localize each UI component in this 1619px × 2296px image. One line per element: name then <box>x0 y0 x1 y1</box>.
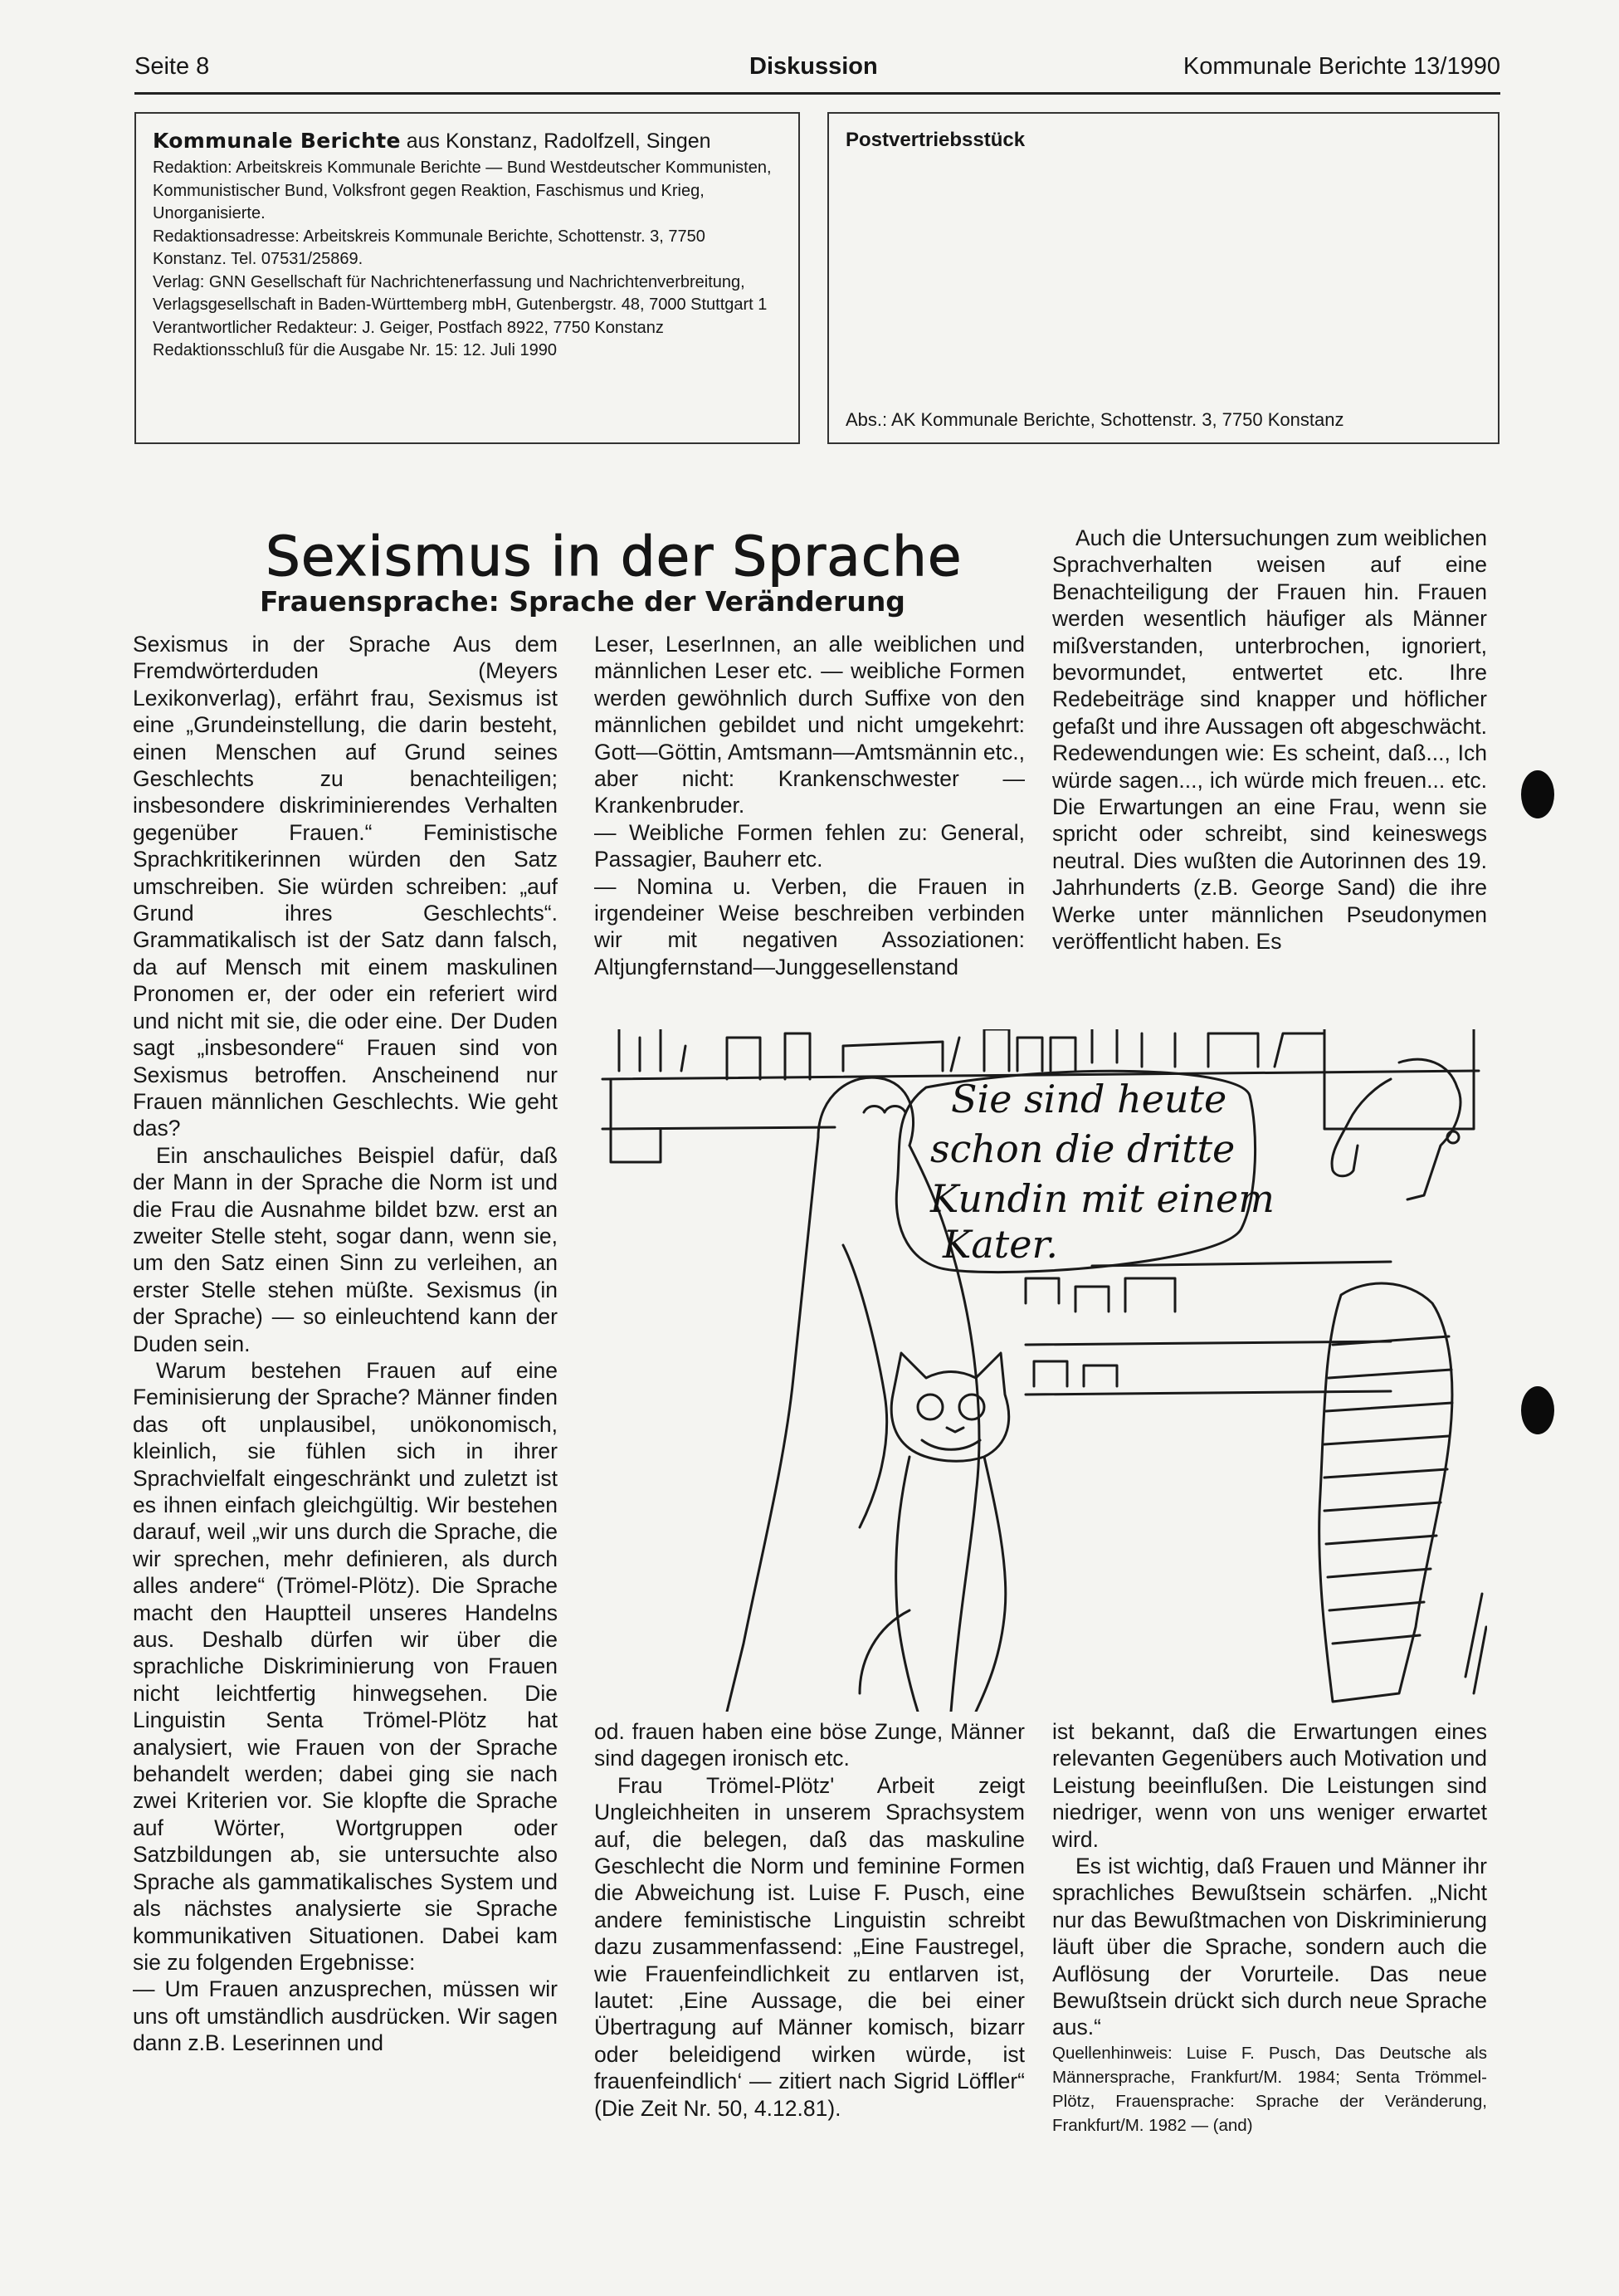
paragraph: Leser, LeserInnen, an alle weiblichen und männlichen Leser etc. — weibliche Formen werden gewöhnlich durch Suffixe von den männlichen gebildet und nicht umgekehrt: Gott—Göttin, Amtsmann—Amtsmännin etc., aber nicht: Krankenschwester —Krankenbruder. <box>594 632 1025 818</box>
man-coat-back <box>727 1137 818 1712</box>
imprint-title-bold: Kommunale Berichte <box>153 129 401 153</box>
paragraph: Frau Trömel-Plötz' Arbeit zeigt Ungleichheiten in unserem Sprachsystem auf, die belegen, daß das maskuline Geschlecht die Norm und feminine Formen die Abweichung ist. Luise F. Pusch, eine andere feministische Linguistin schreibt dazu zusammenfassend: „Eine Faustregel, wie Frauenfeindlichkeit zu entlarven ist, lautet: ‚Eine Aussage, die bei einer Übertragung auf Männer komisch, bizarr oder beleidigend wirken würde, ist frauenfeindlich‘ — zitiert nach Sigrid Löffler“ (Die Zeit Nr. 50, 4.12.81). <box>594 1772 1025 2121</box>
article-column-2-bottom <box>594 1718 1025 2122</box>
article-column-1 <box>133 631 558 2057</box>
speech-line-4: Kater. <box>943 1222 1059 1267</box>
shelf-bottles <box>611 1029 685 1162</box>
paragraph: ist bekannt, daß die Erwartungen eines relevanten Gegenübers auch Motivation und Leistung beeinflußen. Die Leistungen sind niedriger, wenn von uns weniger erwartet wird. <box>1052 1719 1487 1852</box>
paragraph: Ein anschauliches Beispiel dafür, daß der Mann in der Sprache die Norm ist und die Frau die Ausnahme bildet bzw. erst an zweiter Stelle steht, sogar dann, wenn sie, um den Satz einen Sinn zu verleihen, an erster Stelle stehen müßte. Sexismus (in der Sprache) — so einleuchtend kann der Duden sein. <box>133 1142 558 1356</box>
cat-body <box>896 1457 1006 1712</box>
article-column-3-bottom <box>1052 1718 1487 2137</box>
shelf-boxes <box>1092 1029 1324 1067</box>
imprint-title-rest: aus Konstanz, Radolfzell, Singen <box>400 129 711 153</box>
sender-address: Abs.: AK Kommunale Berichte, Schottenstr. 3, 7750 Konstanz <box>846 409 1344 430</box>
imprint-publisher: Verlag: GNN Gesellschaft für Nachrichtenerfassung und Nachrichtenverbreitung, Verlagsgesellschaft in Baden-Württemberg mbH, Gutenbergstr. 48, 7000 Stuttgart 1 <box>153 272 768 314</box>
page-number: Seite 8 <box>134 53 210 80</box>
speech-line-1: Sie sind heute <box>951 1077 1227 1121</box>
paragraph: — Nomina u. Verben, die Frauen in irgendeiner Weise beschreiben verbinden wir mit negativen Assoziationen: Altjungfernstand—Junggesellenstand <box>594 873 1025 979</box>
issue-label: Kommunale Berichte 13/1990 <box>1183 53 1500 80</box>
source-reference: Quellenhinweis: Luise F. Pusch, Das Deutsche als Männersprache, Frankfurt/M. 1984; Senta Trömmel-Plötz, Frauensprache: Sprache der Veränderung, Frankfurt/M. 1982 — (and) <box>1052 2043 1487 2135</box>
paragraph: Es ist wichtig, daß Frauen und Männer ihr sprachliches Bewußtsein schärfen. „Nicht nur das Bewußtmachen von Diskriminierung läuft über die Sprache, sondern auch die Auflösung der Vorurteile. Das neue Bewußtsein drückt sich durch neue Sprache aus.“ <box>1052 1854 1487 2040</box>
speech-line-2: schon die dritte <box>930 1126 1236 1171</box>
header-rule <box>134 92 1500 95</box>
cat-head <box>891 1353 1008 1461</box>
punch-hole-mark <box>1521 770 1554 818</box>
woman-stripes <box>1324 1336 1452 1644</box>
section-title: Diskussion <box>749 53 878 80</box>
article-subheadline: Frauensprache: Sprache der Veränderung <box>260 585 905 618</box>
imprint-deadline: Redaktionsschluß für die Ausgabe Nr. 15: 12. Juli 1990 <box>153 341 557 359</box>
paragraph: Warum bestehen Frauen auf eine Feminisierung der Sprache? Männer finden das oft unplausibel, unökonomisch, kleinlich, sie fühlen sich in ihrer Sprachvielfalt eingeschränkt und zuletzt ist es ihnen einfach gleichgültig. Wir bestehen darauf, weil „wir uns durch die Sprache, die wir sprechen, mehr definieren, als durch alles andere“ (Trömel-Plötz). Die Sprache macht den Hauptteil unseres Handelns aus. Deshalb dürfen wir über die sprachliche Diskriminierung von Frauen nicht leichtfertig hinwegsehen. Die Linguistin Senta Trömel-Plötz hat analysiert, wie Frauen von der Sprache behandelt werden; dabei ging sie nach zwei Kriterien vor. Sie klopfte die Sprache auf Wörter, Wortgruppen oder Satzbildungen ab, sie untersuchte also Sprache als gammatikalisches System und als nächstes analysierte sie Sprache kommunikativen Situationen. Dabei kam sie zu folgenden Ergebnisse: <box>133 1357 558 1975</box>
postage-label: Postvertriebsstück <box>846 129 1026 151</box>
paragraph: Sexismus in der Sprache Aus dem Fremdwörterduden (Meyers Lexikonverlag), erfährt frau, Sexismus ist eine „Grundeinstellung, die darin besteht, einen Menschen auf Grund seines Geschlechts zu benachteiligen; insbesondere diskriminierendes Verhalten gegenüber Frauen.“ Feministische Sprachkritikerinnen würden den Satz umschreiben. Sie würden schreiben: „auf Grund ihres Geschlechts“. Grammatikalisch ist der Satz dann falsch, da auf Mensch mit einem maskulinen Pronomen er, der oder ein referiert wird und nicht mit sie, die oder eine. Der Duden sagt „insbesondere“ Frauen sind von Sexismus betroffen. Anscheinend nur Frauen männlichen Geschlechts. Wie geht das? <box>133 632 558 1141</box>
paragraph: — Um Frauen anzusprechen, müssen wir uns oft umständlich ausdrücken. Wir sagen dann z.B. Leserinnen und <box>133 1976 558 2056</box>
speech-line-3: Kundin mit einem <box>930 1176 1275 1221</box>
article-column-2-top <box>594 631 1025 980</box>
article-headline: Sexismus in der Sprache <box>266 525 963 589</box>
postage-box <box>827 112 1500 444</box>
imprint-redaktion: Redaktion: Arbeitskreis Kommunale Berichte — Bund Westdeutscher Kommunisten, Kommunistischer Bund, Volksfront gegen Reaktion, Faschismus und Krieg, Unorganisierte. <box>153 159 772 222</box>
paragraph: — Weibliche Formen fehlen zu: General, Passagier, Bauherr etc. <box>594 819 1025 872</box>
woman-face <box>1332 1079 1391 1176</box>
article-column-3-top <box>1052 525 1487 955</box>
paragraph: Auch die Untersuchungen zum weiblichen Sprachverhalten weisen auf eine Benachteiligung der Frauen hin. Frauen werden wesentlich häufiger als Männer mißverstanden, unterbrochen, ignoriert, bevormundet, entwertet etc. Ihre Redebeiträge sind knapper und höflicher gefaßt und ihre Aussagen oft abgeschwächt. Redewendungen wie: Es scheint, daß..., Ich würde sagen..., ich würde mich freuen... etc. Die Erwartungen an eine Frau, wenn sie spricht oder schreibt, sind keineswegs neutral. Dies wußten die Autorinnen des 19. Jahrhunderts (z.B. George Sand) die ihre Werke unter männlichen Pseudonymen veröffentlicht haben. Es <box>1052 525 1487 955</box>
shelf-jars <box>843 1029 1075 1071</box>
paragraph: od. frauen haben eine böse Zunge, Männer sind dagegen ironisch etc. <box>594 1719 1025 1771</box>
imprint-address: Redaktionsadresse: Arbeitskreis Kommunale Berichte, Schottenstr. 3, 7750 Konstanz. Tel. 07531/25869. <box>153 227 705 268</box>
punch-hole-mark <box>1521 1386 1554 1434</box>
man-arm <box>843 1245 887 1527</box>
imprint-box <box>134 112 800 444</box>
cartoon-illustration <box>594 1029 1487 1712</box>
imprint-editor: Verantwortlicher Redakteur: J. Geiger, Postfach 8922, 7750 Konstanz <box>153 318 664 337</box>
imprint-title <box>153 129 783 154</box>
